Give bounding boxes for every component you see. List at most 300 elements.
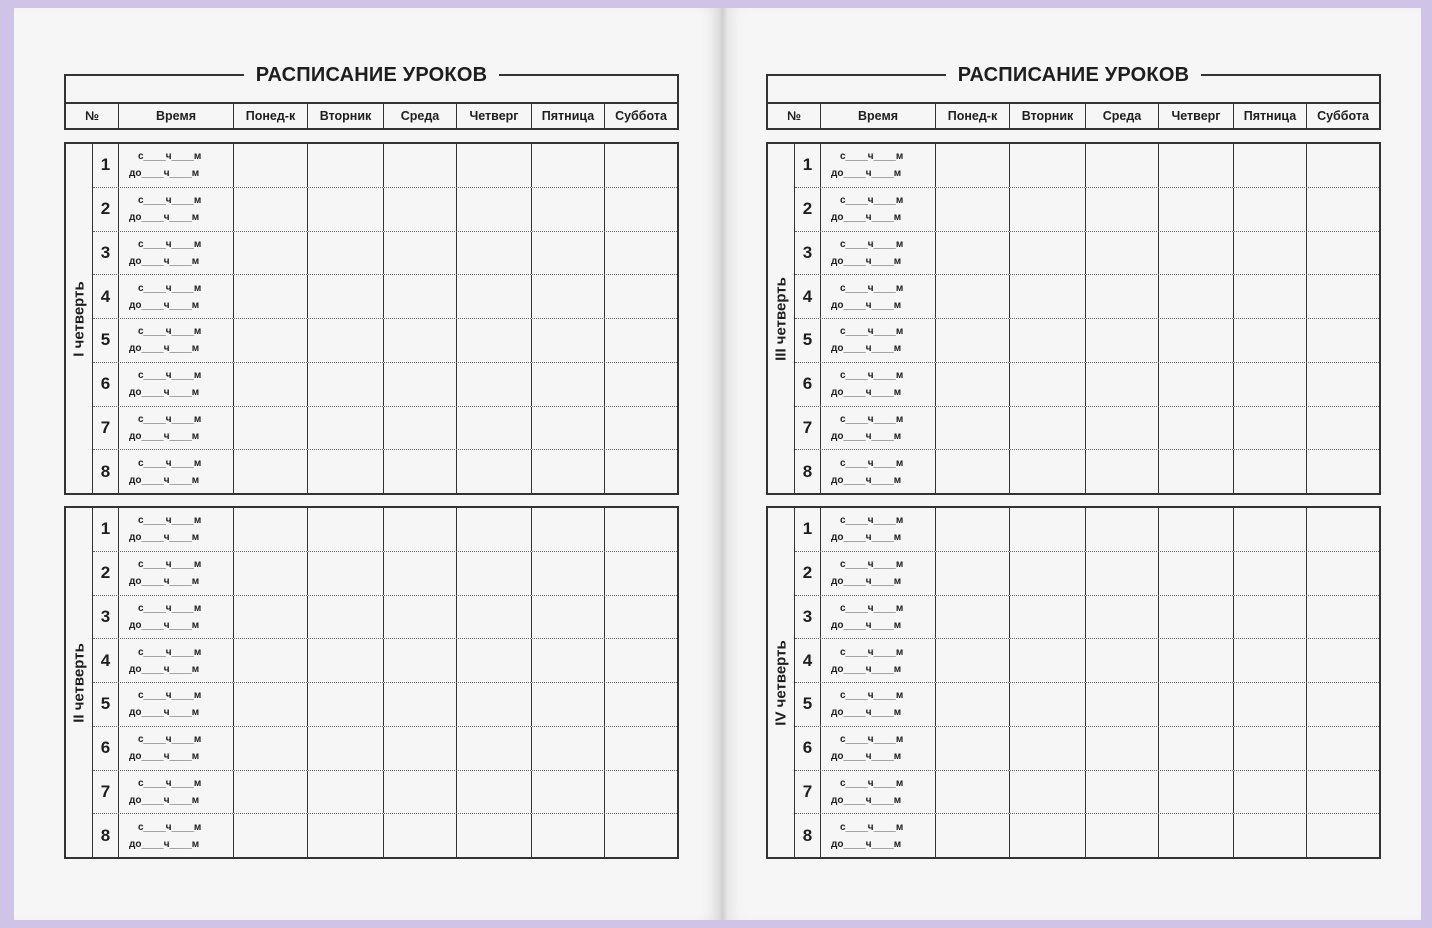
subject-cell[interactable] <box>605 275 677 318</box>
time-from: с____ч____м <box>138 238 202 250</box>
subject-cell[interactable] <box>234 450 308 493</box>
subject-cell[interactable] <box>1234 363 1307 406</box>
subject-cell[interactable] <box>1159 232 1234 275</box>
lesson-number: 2 <box>795 552 821 595</box>
subject-cell[interactable] <box>1010 319 1086 362</box>
subject-cell[interactable] <box>234 639 308 682</box>
time-from: с____ч____м <box>840 821 904 833</box>
lesson-time-cell[interactable] <box>821 639 936 682</box>
time-from: с____ч____м <box>840 195 904 207</box>
subject-cell[interactable] <box>532 275 605 318</box>
subject-cell[interactable] <box>384 639 457 682</box>
quarter-label: III четверть <box>772 276 790 361</box>
lesson-row <box>795 232 1379 276</box>
subject-cell[interactable] <box>308 771 384 814</box>
time-to: до____ч____м <box>831 474 902 486</box>
subject-cell[interactable] <box>1159 407 1234 450</box>
subject-cell[interactable] <box>1159 363 1234 406</box>
subject-cell[interactable] <box>1234 771 1307 814</box>
quarter-label: II четверть <box>70 642 88 723</box>
subject-cell[interactable] <box>1010 814 1086 857</box>
lesson-number: 1 <box>795 144 821 187</box>
lesson-time-cell[interactable] <box>119 144 234 187</box>
subject-cell[interactable] <box>1307 407 1379 450</box>
subject-cell[interactable] <box>457 407 532 450</box>
subject-cell[interactable] <box>308 508 384 551</box>
lesson-number: 5 <box>93 319 119 362</box>
time-from: с____ч____м <box>138 370 202 382</box>
lesson-row <box>93 275 677 319</box>
subject-cell[interactable] <box>1234 232 1307 275</box>
subject-cell[interactable] <box>936 771 1010 814</box>
subject-cell[interactable] <box>532 407 605 450</box>
subject-cell[interactable] <box>457 814 532 857</box>
subject-cell[interactable] <box>1234 727 1307 770</box>
subject-cell[interactable] <box>936 363 1010 406</box>
subject-cell[interactable] <box>1159 144 1234 187</box>
subject-cell[interactable] <box>234 319 308 362</box>
subject-cell[interactable] <box>1234 814 1307 857</box>
subject-cell[interactable] <box>384 450 457 493</box>
lesson-time-cell[interactable] <box>119 596 234 639</box>
subject-cell[interactable] <box>308 596 384 639</box>
subject-cell[interactable] <box>1086 683 1159 726</box>
subject-cell[interactable] <box>1159 727 1234 770</box>
subject-cell[interactable] <box>1086 771 1159 814</box>
lesson-time-cell[interactable] <box>821 319 936 362</box>
subject-cell[interactable] <box>1086 144 1159 187</box>
subject-cell[interactable] <box>457 771 532 814</box>
lesson-number: 2 <box>795 188 821 231</box>
subject-cell[interactable] <box>936 407 1010 450</box>
subject-cell[interactable] <box>936 814 1010 857</box>
lesson-time-cell[interactable] <box>821 727 936 770</box>
column-header: Понед-к <box>936 104 1010 128</box>
lesson-time-cell[interactable] <box>821 771 936 814</box>
subject-cell[interactable] <box>234 144 308 187</box>
subject-cell[interactable] <box>308 814 384 857</box>
subject-cell[interactable] <box>1086 552 1159 595</box>
subject-cell[interactable] <box>1086 508 1159 551</box>
subject-cell[interactable] <box>1159 639 1234 682</box>
lesson-number: 5 <box>93 683 119 726</box>
lesson-time-cell[interactable] <box>821 596 936 639</box>
page-title: РАСПИСАНИЕ УРОКОВ <box>946 62 1202 88</box>
subject-cell[interactable] <box>1159 683 1234 726</box>
time-to: до____ч____м <box>129 576 200 588</box>
lesson-number: 1 <box>93 144 119 187</box>
lesson-time-cell[interactable] <box>821 508 936 551</box>
time-to: до____ч____м <box>129 794 200 806</box>
subject-cell[interactable] <box>308 552 384 595</box>
lesson-time-cell[interactable] <box>119 727 234 770</box>
lesson-row <box>795 508 1379 552</box>
subject-cell[interactable] <box>308 639 384 682</box>
lesson-number: 3 <box>795 596 821 639</box>
column-header: Время <box>821 104 936 128</box>
subject-cell[interactable] <box>1159 508 1234 551</box>
subject-cell[interactable] <box>532 188 605 231</box>
subject-cell[interactable] <box>1307 144 1379 187</box>
subject-cell[interactable] <box>1010 363 1086 406</box>
subject-cell[interactable] <box>1159 596 1234 639</box>
lesson-time-cell[interactable] <box>119 552 234 595</box>
lesson-rows <box>795 508 1379 857</box>
subject-cell[interactable] <box>936 188 1010 231</box>
subject-cell[interactable] <box>384 552 457 595</box>
subject-cell[interactable] <box>1307 275 1379 318</box>
subject-cell[interactable] <box>384 188 457 231</box>
subject-cell[interactable] <box>532 596 605 639</box>
subject-cell[interactable] <box>1307 596 1379 639</box>
time-from: с____ч____м <box>138 326 202 338</box>
subject-cell[interactable] <box>1234 596 1307 639</box>
column-header: Пятница <box>532 104 605 128</box>
lesson-row <box>93 450 677 493</box>
subject-cell[interactable] <box>936 683 1010 726</box>
subject-cell[interactable] <box>1010 407 1086 450</box>
title-container <box>768 62 1379 88</box>
subject-cell[interactable] <box>1010 232 1086 275</box>
lesson-time-cell[interactable] <box>119 363 234 406</box>
subject-cell[interactable] <box>384 319 457 362</box>
subject-cell[interactable] <box>532 319 605 362</box>
lesson-number: 6 <box>93 727 119 770</box>
lesson-row <box>795 639 1379 683</box>
column-header: Среда <box>1086 104 1159 128</box>
lesson-time-cell[interactable] <box>821 450 936 493</box>
time-to: до____ч____м <box>831 619 902 631</box>
subject-cell[interactable] <box>936 232 1010 275</box>
subject-cell[interactable] <box>1159 188 1234 231</box>
subject-cell[interactable] <box>605 188 677 231</box>
quarter-table <box>766 506 1381 859</box>
subject-cell[interactable] <box>234 814 308 857</box>
subject-cell[interactable] <box>308 188 384 231</box>
subject-cell[interactable] <box>457 363 532 406</box>
subject-cell[interactable] <box>384 683 457 726</box>
subject-cell[interactable] <box>457 232 532 275</box>
lesson-time-cell[interactable] <box>119 232 234 275</box>
lesson-time-cell[interactable] <box>821 275 936 318</box>
subject-cell[interactable] <box>1307 188 1379 231</box>
lesson-row <box>93 363 677 407</box>
subject-cell[interactable] <box>1159 275 1234 318</box>
lesson-row <box>93 639 677 683</box>
subject-cell[interactable] <box>1234 407 1307 450</box>
subject-cell[interactable] <box>1307 639 1379 682</box>
subject-cell[interactable] <box>605 508 677 551</box>
quarter-table <box>64 142 679 495</box>
subject-cell[interactable] <box>1086 275 1159 318</box>
subject-cell[interactable] <box>936 319 1010 362</box>
lesson-time-cell[interactable] <box>821 188 936 231</box>
subject-cell[interactable] <box>384 232 457 275</box>
time-to: до____ч____м <box>129 387 200 399</box>
subject-cell[interactable] <box>234 596 308 639</box>
subject-cell[interactable] <box>1307 771 1379 814</box>
subject-cell[interactable] <box>1010 552 1086 595</box>
subject-cell[interactable] <box>605 814 677 857</box>
quarter-label-cell <box>768 508 795 857</box>
subject-cell[interactable] <box>605 319 677 362</box>
lesson-time-cell[interactable] <box>119 188 234 231</box>
subject-cell[interactable] <box>308 275 384 318</box>
subject-cell[interactable] <box>1234 319 1307 362</box>
time-from: с____ч____м <box>840 413 904 425</box>
subject-cell[interactable] <box>1086 639 1159 682</box>
subject-cell[interactable] <box>605 450 677 493</box>
subject-cell[interactable] <box>1234 144 1307 187</box>
subject-cell[interactable] <box>532 508 605 551</box>
subject-cell[interactable] <box>457 319 532 362</box>
subject-cell[interactable] <box>1086 363 1159 406</box>
time-to: до____ч____м <box>129 474 200 486</box>
lesson-number: 5 <box>795 319 821 362</box>
subject-cell[interactable] <box>1086 232 1159 275</box>
lesson-number: 4 <box>93 275 119 318</box>
time-to: до____ч____м <box>129 168 200 180</box>
subject-cell[interactable] <box>308 727 384 770</box>
subject-cell[interactable] <box>457 144 532 187</box>
lesson-time-cell[interactable] <box>119 508 234 551</box>
subject-cell[interactable] <box>936 450 1010 493</box>
lesson-time-cell[interactable] <box>821 814 936 857</box>
time-to: до____ч____м <box>129 707 200 719</box>
subject-cell[interactable] <box>1307 552 1379 595</box>
subject-cell[interactable] <box>384 596 457 639</box>
subject-cell[interactable] <box>308 319 384 362</box>
time-from: с____ч____м <box>138 195 202 207</box>
subject-cell[interactable] <box>1086 450 1159 493</box>
lesson-row <box>93 814 677 857</box>
lesson-time-cell[interactable] <box>821 232 936 275</box>
quarter-table <box>64 506 679 859</box>
time-from: с____ч____м <box>840 457 904 469</box>
subject-cell[interactable] <box>1010 639 1086 682</box>
subject-cell[interactable] <box>532 639 605 682</box>
lesson-row <box>93 727 677 771</box>
time-to: до____ч____м <box>831 387 902 399</box>
subject-cell[interactable] <box>605 363 677 406</box>
subject-cell[interactable] <box>1086 814 1159 857</box>
lesson-row <box>93 319 677 363</box>
subject-cell[interactable] <box>936 639 1010 682</box>
subject-cell[interactable] <box>605 552 677 595</box>
time-from: с____ч____м <box>138 413 202 425</box>
subject-cell[interactable] <box>1234 639 1307 682</box>
lesson-time-cell[interactable] <box>821 363 936 406</box>
subject-cell[interactable] <box>1159 814 1234 857</box>
subject-cell[interactable] <box>234 188 308 231</box>
subject-cell[interactable] <box>1307 508 1379 551</box>
subject-cell[interactable] <box>457 596 532 639</box>
subject-cell[interactable] <box>605 771 677 814</box>
subject-cell[interactable] <box>1307 232 1379 275</box>
subject-cell[interactable] <box>936 552 1010 595</box>
subject-cell[interactable] <box>532 683 605 726</box>
subject-cell[interactable] <box>1010 596 1086 639</box>
lesson-number: 8 <box>93 814 119 857</box>
lesson-time-cell[interactable] <box>119 639 234 682</box>
subject-cell[interactable] <box>532 363 605 406</box>
subject-cell[interactable] <box>1086 727 1159 770</box>
subject-cell[interactable] <box>457 683 532 726</box>
subject-cell[interactable] <box>1234 188 1307 231</box>
subject-cell[interactable] <box>1159 319 1234 362</box>
subject-cell[interactable] <box>936 596 1010 639</box>
subject-cell[interactable] <box>605 144 677 187</box>
subject-cell[interactable] <box>234 363 308 406</box>
subject-cell[interactable] <box>1086 319 1159 362</box>
subject-cell[interactable] <box>1010 275 1086 318</box>
lesson-row <box>93 771 677 815</box>
subject-cell[interactable] <box>1234 275 1307 318</box>
subject-cell[interactable] <box>234 508 308 551</box>
lesson-time-cell[interactable] <box>821 407 936 450</box>
time-from: с____ч____м <box>138 602 202 614</box>
subject-cell[interactable] <box>384 407 457 450</box>
subject-cell[interactable] <box>384 814 457 857</box>
subject-cell[interactable] <box>605 727 677 770</box>
subject-cell[interactable] <box>457 552 532 595</box>
subject-cell[interactable] <box>457 508 532 551</box>
subject-cell[interactable] <box>605 683 677 726</box>
subject-cell[interactable] <box>457 450 532 493</box>
subject-cell[interactable] <box>457 275 532 318</box>
subject-cell[interactable] <box>308 407 384 450</box>
subject-cell[interactable] <box>1010 771 1086 814</box>
lesson-time-cell[interactable] <box>119 450 234 493</box>
subject-cell[interactable] <box>234 232 308 275</box>
subject-cell[interactable] <box>1086 188 1159 231</box>
lesson-time-cell[interactable] <box>821 144 936 187</box>
lesson-row <box>795 144 1379 188</box>
time-from: с____ч____м <box>138 821 202 833</box>
subject-cell[interactable] <box>1307 319 1379 362</box>
lesson-time-cell[interactable] <box>119 771 234 814</box>
subject-cell[interactable] <box>1159 552 1234 595</box>
subject-cell[interactable] <box>1010 508 1086 551</box>
subject-cell[interactable] <box>308 450 384 493</box>
subject-cell[interactable] <box>605 639 677 682</box>
quarter-label-cell <box>768 144 795 493</box>
subject-cell[interactable] <box>1010 727 1086 770</box>
subject-cell[interactable] <box>308 363 384 406</box>
subject-cell[interactable] <box>457 639 532 682</box>
subject-cell[interactable] <box>532 814 605 857</box>
subject-cell[interactable] <box>1086 407 1159 450</box>
subject-cell[interactable] <box>1234 683 1307 726</box>
lesson-time-cell[interactable] <box>821 683 936 726</box>
subject-cell[interactable] <box>1234 552 1307 595</box>
subject-cell[interactable] <box>532 450 605 493</box>
subject-cell[interactable] <box>936 508 1010 551</box>
subject-cell[interactable] <box>1010 144 1086 187</box>
subject-cell[interactable] <box>532 771 605 814</box>
time-to: до____ч____м <box>831 299 902 311</box>
lesson-time-cell[interactable] <box>119 319 234 362</box>
subject-cell[interactable] <box>308 232 384 275</box>
lesson-row <box>93 508 677 552</box>
lesson-time-cell[interactable] <box>821 552 936 595</box>
time-from: с____ч____м <box>840 646 904 658</box>
subject-cell[interactable] <box>1010 188 1086 231</box>
column-header: Вторник <box>308 104 384 128</box>
subject-cell[interactable] <box>1234 450 1307 493</box>
lesson-time-cell[interactable] <box>119 683 234 726</box>
subject-cell[interactable] <box>1307 363 1379 406</box>
subject-cell[interactable] <box>234 727 308 770</box>
time-to: до____ч____м <box>831 663 902 675</box>
subject-cell[interactable] <box>308 144 384 187</box>
subject-cell[interactable] <box>384 508 457 551</box>
subject-cell[interactable] <box>605 232 677 275</box>
subject-cell[interactable] <box>308 683 384 726</box>
subject-cell[interactable] <box>457 727 532 770</box>
subject-cell[interactable] <box>1010 683 1086 726</box>
subject-cell[interactable] <box>1307 683 1379 726</box>
subject-cell[interactable] <box>1307 814 1379 857</box>
lesson-row <box>795 771 1379 815</box>
subject-cell[interactable] <box>457 188 532 231</box>
subject-cell[interactable] <box>1159 450 1234 493</box>
lesson-time-cell[interactable] <box>119 814 234 857</box>
time-from: с____ч____м <box>840 602 904 614</box>
lesson-number: 7 <box>93 407 119 450</box>
subject-cell[interactable] <box>1307 727 1379 770</box>
subject-cell[interactable] <box>234 683 308 726</box>
subject-cell[interactable] <box>605 596 677 639</box>
subject-cell[interactable] <box>384 727 457 770</box>
subject-cell[interactable] <box>532 144 605 187</box>
title-container <box>66 62 677 88</box>
page-title: РАСПИСАНИЕ УРОКОВ <box>244 62 500 88</box>
lesson-time-cell[interactable] <box>119 407 234 450</box>
subject-cell[interactable] <box>1086 596 1159 639</box>
subject-cell[interactable] <box>532 552 605 595</box>
subject-cell[interactable] <box>1159 771 1234 814</box>
subject-cell[interactable] <box>936 144 1010 187</box>
subject-cell[interactable] <box>936 275 1010 318</box>
subject-cell[interactable] <box>384 771 457 814</box>
time-to: до____ч____м <box>831 343 902 355</box>
time-from: с____ч____м <box>138 734 202 746</box>
subject-cell[interactable] <box>605 407 677 450</box>
subject-cell[interactable] <box>384 144 457 187</box>
subject-cell[interactable] <box>1307 450 1379 493</box>
column-header: Вторник <box>1010 104 1086 128</box>
subject-cell[interactable] <box>384 275 457 318</box>
lesson-row <box>795 363 1379 407</box>
time-to: до____ч____м <box>129 299 200 311</box>
time-to: до____ч____м <box>129 255 200 267</box>
subject-cell[interactable] <box>234 771 308 814</box>
subject-cell[interactable] <box>1010 450 1086 493</box>
subject-cell[interactable] <box>234 552 308 595</box>
subject-cell[interactable] <box>1234 508 1307 551</box>
subject-cell[interactable] <box>532 727 605 770</box>
time-to: до____ч____м <box>831 751 902 763</box>
subject-cell[interactable] <box>384 363 457 406</box>
subject-cell[interactable] <box>532 232 605 275</box>
lesson-time-cell[interactable] <box>119 275 234 318</box>
column-header: Среда <box>384 104 457 128</box>
subject-cell[interactable] <box>234 275 308 318</box>
subject-cell[interactable] <box>936 727 1010 770</box>
lesson-row <box>795 727 1379 771</box>
subject-cell[interactable] <box>234 407 308 450</box>
